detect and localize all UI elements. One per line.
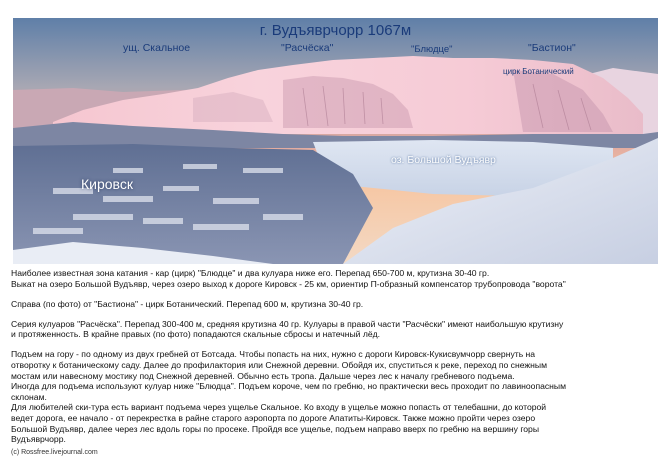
desc-line: Подъем на гору - по одному из двух гребней от Ботсада. Чтобы попасть на них, нужно с дороги Кировск-Кукисвумчорр свернуть на [11,349,536,360]
description-text [11,268,661,445]
credit-text: (c) Rossfree.livejournal.com [11,449,98,456]
panorama-photo [13,18,658,264]
desc-line: Иногда для подъема используют кулуар ниже "Блюдца". Подъем короче, чем по гребню, но практически весь проходит по лавиноопасным [11,381,566,392]
label-bastion: "Бастион" [528,42,576,54]
desc-line: мостам или навесному мостику под Снежной деревней. Обычно есть тропа. Дальше через лес к началу гребневого подъема. [11,370,515,381]
desc-line: Большой Вудъявр, далее через лес вдоль горы по просеке. Пройдя все ущелье, подъем направо вверх по гребню на вершину горы [11,423,540,434]
photo-title: г. Вудъяврчорр 1067м [259,22,412,39]
desc-line: Наиболее известная зона катания - кар (цирк) "Блюдце" и два кулуара ниже его. Перепад 650-700 м, крутизна 30-40 гр. [11,268,490,278]
label-skalnoe: ущ. Скальное [123,42,191,54]
desc-line: Вудъяврчорр. [11,434,66,445]
label-cirk-botanichesky: цирк Ботанический [503,67,574,76]
desc-line: Серия кулуаров "Расчёска". Перепад 300-400 м, средняя крутизна 40 гр. Кулуары в правой части "Расчёски" имеют наибольшую крутизну [11,318,564,329]
panorama-image [13,18,658,264]
desc-line: Справа (по фото) от "Бастиона" - цирк Ботанический. Перепад 600 м, крутизна 30-40 гр. [11,298,364,309]
desc-line: Выкат на озеро Большой Вудъявр, через озеро выход к дороге Кировск - 25 км, ориентир П-образный компенсатор трубопровода "ворота" [11,278,566,289]
desc-line: отворотку к ботаническому саду. Далее до профилактория или Снежной деревни. Обойдя их, спуститься к реке, переход по снежным [11,360,547,371]
desc-line: ведет дорога, ее начало - от перекрестка в райне старого аэропорта по дороге Апатиты-Кировск. Также можно пройти через озеро [11,413,536,424]
label-raschyoska: "Расчёска" [281,42,334,54]
desc-line: склонам. [11,391,47,402]
label-lake: оз. Большой Вудъявр [391,154,496,166]
desc-line: и протяженность. В крайне правых (по фото) попадаются скальные сбросы и натечный лёд. [11,329,381,340]
label-city-kirovsk: Кировск [81,176,133,192]
desc-line: Для любителей ски-тура есть вариант подъема через ущелье Скальное. Ко входу в ущелье можно попасть от телебашни, до которой [11,402,547,413]
label-blyudce: "Блюдце" [411,44,453,55]
